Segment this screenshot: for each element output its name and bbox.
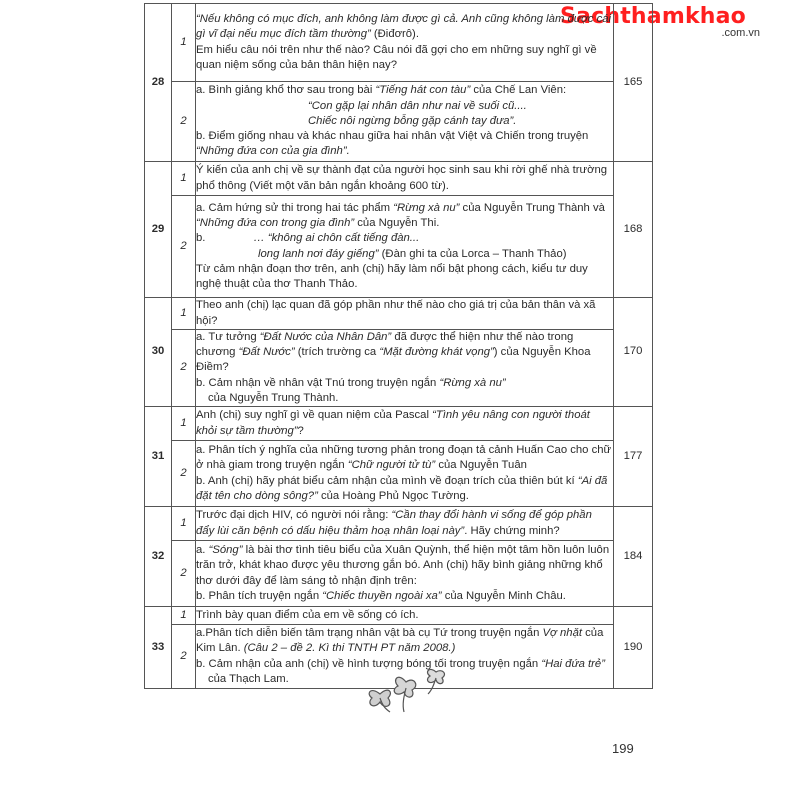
table-row — [145, 330, 653, 407]
table-row — [145, 507, 653, 541]
part-number: 2 — [172, 330, 196, 407]
part-number: 1 — [172, 298, 196, 330]
page-ref: 184 — [614, 507, 653, 607]
table-row — [145, 196, 653, 298]
question-text: Anh (chị) suy nghĩ gì về quan niệm của Pascal “Tình yêu nâng con người thoát khỏi sự tầm thường”? — [196, 407, 614, 441]
question-text: a. Phân tích ý nghĩa của những tương phản trong đoạn tả cảnh Huấn Cao cho chữ ở nhà giam trong truyện ngắn “Chữ người tử tù” của Nguyễn Tuân b. Anh (chị) hãy phát biểu cảm nhận của mình về đoạn trích của thiên bút kí “Ai đã đặt tên cho dòng sông?” của Hoàng Phủ Ngọc Tường. — [196, 441, 614, 507]
question-text: Theo anh (chị) lạc quan đã góp phần như thế nào cho giá trị của bản thân và xã hội? — [196, 298, 614, 330]
table-row — [145, 607, 653, 625]
table-row — [145, 441, 653, 507]
table-row — [145, 82, 653, 162]
clover-decoration-icon — [352, 664, 454, 716]
part-number: 1 — [172, 4, 196, 82]
table-row — [145, 541, 653, 607]
page-number: 199 — [612, 741, 634, 756]
question-text: a.Phân tích diễn biến tâm trạng nhân vật bà cụ Tứ trong truyện ngắn Vợ nhặt của Kim Lân. (Câu 2 – đề 2. Kì thi TNTH PT năm 2008.) b. Cảm nhận của anh (chị) về hình tượng bóng tối trong truyện ngắn “Hai đứa trẻ” của Thạch Lam. — [196, 625, 614, 689]
part-number: 2 — [172, 541, 196, 607]
table-row — [145, 298, 653, 330]
topic-number: 29 — [145, 162, 172, 298]
watermark-sub: .com.vn — [721, 27, 760, 39]
question-text: “Nếu không có mục đích, anh không làm được gì cả. Anh cũng không làm được cái gì vĩ đại nếu mục đích tầm thường” (Điđơrô). Em hiểu câu nói trên như thế nào? Câu nói đã gợi cho em những suy nghĩ gì về quan niệm sống của bản thân hiện nay? — [196, 4, 614, 82]
page-ref: 170 — [614, 298, 653, 407]
page-ref: 168 — [614, 162, 653, 298]
topic-number: 30 — [145, 298, 172, 407]
question-text: a. Tư tưởng “Đất Nước của Nhân Dân” đã được thể hiện như thế nào trong chương “Đất Nước” (trích trường ca “Mặt đường khát vọng”) của Nguyễn Khoa Điềm? b. Cảm nhận về nhân vật Tnú trong truyện ngắn “Rừng xà nu” của Nguyễn Trung Thành. — [196, 330, 614, 407]
watermark-main: Sachthamkhao — [560, 4, 746, 29]
question-text: a. Cảm hứng sử thi trong hai tác phẩm “Rừng xà nu” của Nguyễn Trung Thành và “Những đứa con trong gia đình” của Nguyễn Thi. b. … “không ai chôn cất tiếng đàn... long lanh nơi đáy giếng” (Đàn ghi ta của Lorca – Thanh Thảo) Từ cảm nhận đoạn thơ trên, anh (chị) hãy làm nổi bật phong cách, kiểu tư duy nghệ thuật của thơ Thanh Thảo. — [196, 196, 614, 298]
part-number: 1 — [172, 162, 196, 196]
page-ref: 190 — [614, 607, 653, 689]
question-text: Trình bày quan điểm của em về sống có ích. — [196, 607, 614, 625]
page-ref: 165 — [614, 4, 653, 162]
topic-number: 31 — [145, 407, 172, 507]
topic-number: 33 — [145, 607, 172, 689]
question-text: a. “Sóng” là bài thơ tình tiêu biểu của Xuân Quỳnh, thể hiện một tâm hồn luôn luôn trăn trở, khát khao được yêu thương gắn bó. Anh (chị) hãy bình giảng những khổ thơ dưới đây để làm sáng tỏ nhận định trên: b. Phân tích truyện ngắn “Chiếc thuyền ngoài xa” của Nguyễn Minh Châu. — [196, 541, 614, 607]
table-row — [145, 162, 653, 196]
part-number: 1 — [172, 507, 196, 541]
part-number: 1 — [172, 607, 196, 625]
exam-topics-table — [144, 3, 653, 689]
table-row — [145, 407, 653, 441]
part-number: 2 — [172, 625, 196, 689]
topic-number: 28 — [145, 4, 172, 162]
part-number: 2 — [172, 441, 196, 507]
question-text: Ý kiến của anh chị về sự thành đạt của người học sinh sau khi rời ghế nhà trường phổ thông (Viết một văn bản ngắn khoảng 600 từ). — [196, 162, 614, 196]
question-text: a. Bình giảng khổ thơ sau trong bài “Tiếng hát con tàu” của Chế Lan Viên: “Con gặp lại nhân dân như nai về suối cũ.... Chiếc nôi ngừng bỗng gặp cánh tay đưa”. b. Điểm giống nhau và khác nhau giữa hai nhân vật Việt và Chiến trong truyện “Những đứa con của gia đình”. — [196, 82, 614, 162]
part-number: 1 — [172, 407, 196, 441]
question-text: Trước đại dịch HIV, có người nói rằng: “Cần thay đổi hành vi sống để góp phần đẩy lùi căn bệnh có dấu hiệu thảm hoạ nhân loại này”. Hãy chứng minh? — [196, 507, 614, 541]
page-ref: 177 — [614, 407, 653, 507]
table-row — [145, 4, 653, 82]
part-number: 2 — [172, 196, 196, 298]
topic-number: 32 — [145, 507, 172, 607]
part-number: 2 — [172, 82, 196, 162]
